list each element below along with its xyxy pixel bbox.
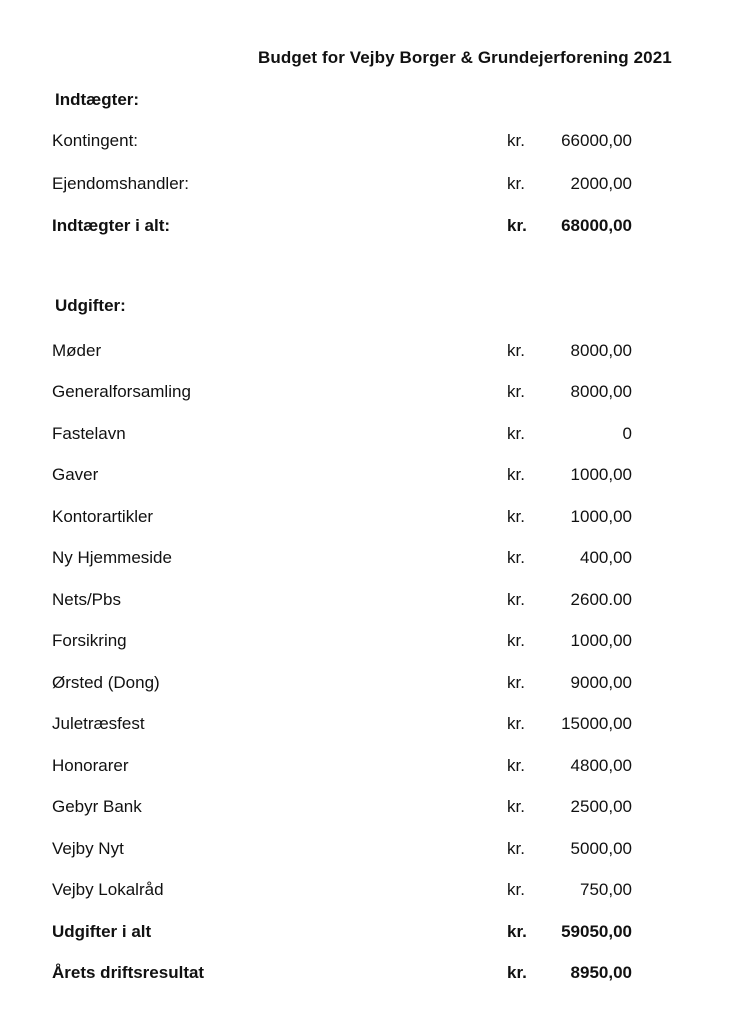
expense-total-amount: 59050,00 <box>561 922 632 941</box>
row-currency: kr. <box>507 880 525 899</box>
row-label: Ørsted (Dong) <box>52 673 160 692</box>
expenses-heading: Udgifter: <box>55 296 126 315</box>
income-heading: Indtægter: <box>55 90 140 109</box>
income-row-ejendomshandler <box>52 174 652 196</box>
row-currency: kr. <box>507 131 525 150</box>
row-label: Generalforsamling <box>52 382 191 401</box>
row-amount: 750,00 <box>580 880 632 899</box>
document-title: Budget for Vejby Borger & Grundejerforening 2021 <box>258 48 672 67</box>
row-label: Møder <box>52 341 102 360</box>
expense-row-honorarer <box>52 756 652 778</box>
row-currency: kr. <box>507 465 525 484</box>
row-currency: kr. <box>507 174 525 193</box>
row-amount: 15000,00 <box>561 714 632 733</box>
income-row-kontingent <box>52 131 652 153</box>
row-label: Ejendomshandler: <box>52 174 190 193</box>
expense-row-gebyr-bank <box>52 797 652 819</box>
income-total-row <box>52 216 652 238</box>
expense-row-gaver <box>52 465 652 487</box>
row-amount: 5000,00 <box>570 839 632 858</box>
row-amount: 66000,00 <box>561 131 632 150</box>
row-label: Forsikring <box>52 631 127 650</box>
expense-row-nets-pbs <box>52 590 652 612</box>
expense-row-generalforsamling <box>52 382 652 404</box>
row-currency: kr. <box>507 673 525 692</box>
row-amount: 2000,00 <box>570 174 632 193</box>
row-currency: kr. <box>507 839 525 858</box>
row-amount: 0 <box>622 424 632 443</box>
row-label: Kontorartikler <box>52 507 154 526</box>
expense-row-ny-hjemmeside <box>52 548 652 570</box>
row-label: Gebyr Bank <box>52 797 142 816</box>
expense-row-moder <box>52 341 652 363</box>
row-currency: kr. <box>507 631 525 650</box>
row-amount: 9000,00 <box>570 673 632 692</box>
row-amount: 1000,00 <box>570 465 632 484</box>
expense-row-vejby-nyt <box>52 839 652 861</box>
expense-total-row <box>52 922 652 944</box>
row-currency: kr. <box>507 756 525 775</box>
row-amount: 1000,00 <box>570 631 632 650</box>
expense-row-juletraesfest <box>52 714 652 736</box>
income-total-currency: kr. <box>507 216 527 235</box>
row-label: Kontingent: <box>52 131 139 150</box>
row-label: Honorarer <box>52 756 129 775</box>
row-currency: kr. <box>507 382 525 401</box>
result-label: Årets driftsresultat <box>52 963 205 982</box>
row-amount: 1000,00 <box>570 507 632 526</box>
row-label: Gaver <box>52 465 99 484</box>
row-label: Juletræsfest <box>52 714 145 733</box>
row-label: Nets/Pbs <box>52 590 121 609</box>
row-label: Vejby Nyt <box>52 839 124 858</box>
row-amount: 2500,00 <box>570 797 632 816</box>
row-currency: kr. <box>507 797 525 816</box>
result-row <box>52 963 652 985</box>
row-label: Ny Hjemmeside <box>52 548 172 567</box>
row-currency: kr. <box>507 507 525 526</box>
row-currency: kr. <box>507 341 525 360</box>
expense-row-forsikring <box>52 631 652 653</box>
row-amount: 400,00 <box>580 548 632 567</box>
row-currency: kr. <box>507 424 525 443</box>
row-currency: kr. <box>507 590 525 609</box>
row-amount: 8000,00 <box>570 382 632 401</box>
expense-total-currency: kr. <box>507 922 527 941</box>
expense-row-kontorartikler <box>52 507 652 529</box>
row-amount: 8000,00 <box>570 341 632 360</box>
row-label: Fastelavn <box>52 424 126 443</box>
result-currency: kr. <box>507 963 527 982</box>
income-total-amount: 68000,00 <box>561 216 632 235</box>
expense-row-orsted <box>52 673 652 695</box>
row-amount: 4800,00 <box>570 756 632 775</box>
result-amount: 8950,00 <box>570 963 632 982</box>
income-total-label: Indtægter i alt: <box>52 216 171 235</box>
row-currency: kr. <box>507 714 525 733</box>
row-amount: 2600.00 <box>570 590 632 609</box>
row-label: Vejby Lokalråd <box>52 880 164 899</box>
expense-row-fastelavn <box>52 424 652 446</box>
row-currency: kr. <box>507 548 525 567</box>
expense-total-label: Udgifter i alt <box>52 922 152 941</box>
expense-row-vejby-lokalraad <box>52 880 652 902</box>
